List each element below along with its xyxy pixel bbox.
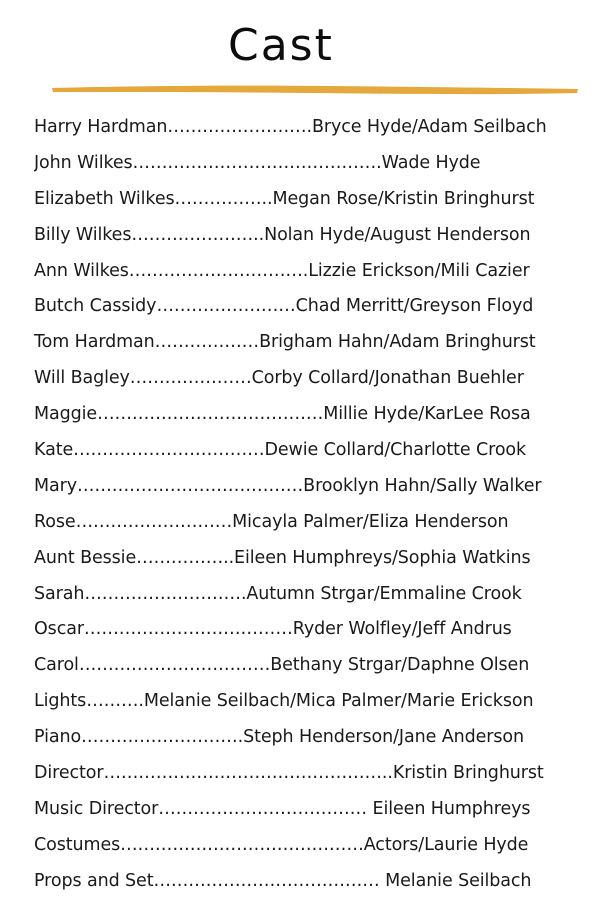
cast-list [34,110,580,900]
cast-row: Kate……………………………Dewie Collard/Charlotte Crook [34,440,527,461]
cast-row: Aunt Bessie……………..Eileen Humphreys/Sophia Watkins [34,547,531,568]
cast-row: Harry Hardman…………………….Bryce Hyde/Adam Seilbach [34,117,547,137]
cast-row: Props and Set………………………………… Melanie Seilbach [34,870,532,891]
cast-row: Butch Cassidy……………………Chad Merritt/Greyson Floyd [34,296,534,317]
cast-row: Billy Wilkes…………………..Nolan Hyde/August Henderson [34,224,531,245]
cast-row: Oscar………………………………Ryder Wolfley/Jeff Andrus [34,619,512,640]
cast-row: Ann Wilkes………………………….Lizzie Erickson/Mili Cazier [34,260,530,281]
cast-row: John Wilkes…………………………………….Wade Hyde [34,152,481,173]
page-title: Cast [228,20,334,71]
cast-row: Tom Hardman………………Brigham Hahn/Adam Bringhurst [34,332,536,353]
cast-row: Carol……………………………Bethany Strgar/Daphne Olsen [34,655,530,676]
cast-row: Costumes……………………………………Actors/Laurie Hyde [34,834,529,855]
cast-row: Maggie…………………………………Millie Hyde/KarLee Rosa [34,404,531,425]
cast-row: Mary…………………………………Brooklyn Hahn/Sally Walker [34,475,542,496]
cast-row: Rose………………………Micayla Palmer/Eliza Henderson [34,511,509,532]
cast-row: Lights……….Melanie Seilbach/Mica Palmer/Marie Erickson [34,691,534,712]
cast-row: Sarah……………………….Autumn Strgar/Emmaline Crook [34,583,522,604]
brush-underline [50,80,580,100]
cast-row: Director…………………………………………..Kristin Bringhurst [34,763,544,784]
cast-row: Piano……………………….Steph Henderson/Jane Anderson [34,727,524,748]
brush-stroke-texture [60,89,570,90]
cast-row: Music Director……………………………… Eileen Humphreys [34,798,531,819]
cast-row: Will Bagley…………………Corby Collard/Jonathan Buehler [34,368,524,389]
cast-row: Elizabeth Wilkes……………..Megan Rose/Kristin Bringhurst [34,188,535,209]
